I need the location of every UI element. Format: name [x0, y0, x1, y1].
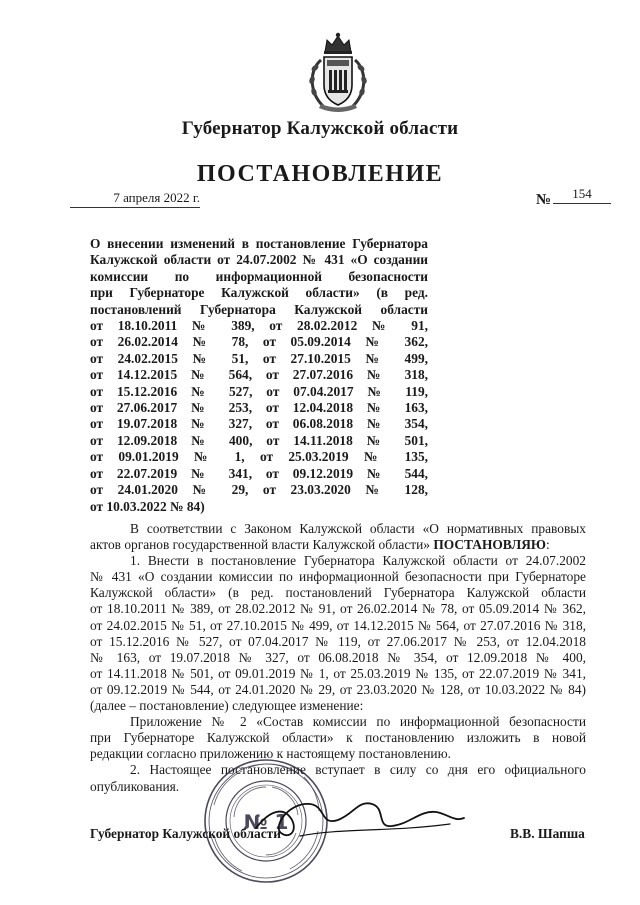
- coat-of-arms-icon: [305, 30, 371, 114]
- preamble-line: [90, 537, 586, 553]
- preamble-colon: :: [545, 537, 550, 553]
- subject-line: от 12.09.2018 № 400, от 14.11.2018 № 501,: [90, 432, 428, 448]
- authority-title: Губернатор Калужской области: [181, 118, 459, 139]
- subject-line: от 18.10.2011 № 389, от 28.02.2012 № 91,: [90, 318, 428, 334]
- subject-line: от 27.06.2017 № 253, от 12.04.2018 № 163,: [90, 400, 428, 416]
- subject-line: от 15.12.2016 № 527, от 07.04.2017 № 119,: [90, 383, 428, 399]
- item1-sub-line: редакции согласно приложению к настоящему постановлению.: [90, 746, 451, 762]
- item1-line: 1. Внести в постановление Губернатора Калужской области от 24.07.2002: [130, 553, 586, 569]
- item1-line: Калужской области» (в ред. постановлений Губернатора Калужской области: [90, 585, 586, 601]
- subject-line: при Губернаторе Калужской области» (в ред.: [90, 285, 428, 301]
- item1-sub-line: при Губернаторе Калужской области» к постановлению изложить в новой: [90, 730, 586, 746]
- resolve-keyword: ПОСТАНОВЛЯЮ: [433, 537, 546, 553]
- number-sign: №: [536, 192, 552, 208]
- subject-line: постановлений Губернатора Калужской области: [90, 301, 428, 317]
- item2-line: опубликования.: [90, 778, 180, 794]
- item1-line: от 18.10.2011 № 389, от 28.02.2012 № 91, от 26.02.2014 № 78, от 05.09.2014 № 362,: [90, 601, 586, 617]
- document-date: 7 апреля 2022 г.: [70, 190, 200, 208]
- subject-line: от 22.07.2019 № 341, от 09.12.2019 № 544,: [90, 465, 428, 481]
- document-type-heading: ПОСТАНОВЛЕНИЕ: [196, 161, 444, 187]
- item1-line: (далее – постановление) следующее изменение:: [90, 698, 364, 714]
- item1-sub-line: Приложение № 2 «Состав комиссии по информационной безопасности: [130, 714, 586, 730]
- subject-line: Калужской области от 24.07.2002 № 431 «О создании: [90, 252, 428, 268]
- subject-line: от 24.01.2020 № 29, от 23.03.2020 № 128,: [90, 482, 428, 498]
- signatory-name: В.В. Шапша: [510, 826, 585, 841]
- item1-line: от 15.12.2016 № 527, от 07.04.2017 № 119, от 27.06.2017 № 253, от 12.04.2018: [90, 633, 586, 649]
- item1-line: от 09.12.2019 № 544, от 24.01.2020 № 29, от 23.03.2020 № 128, от 10.03.2022 № 84): [90, 681, 586, 697]
- subject-line: от 14.12.2015 № 564, от 27.07.2016 № 318,: [90, 367, 428, 383]
- handwritten-signature: [250, 780, 470, 850]
- document-number: 154: [553, 186, 611, 204]
- signatory-title: Губернатор Калужской области: [90, 826, 281, 841]
- item1-line: от 14.11.2018 № 501, от 09.01.2019 № 1, от 25.03.2019 № 135, от 22.07.2019 № 341,: [90, 665, 586, 681]
- document-body: [90, 521, 586, 795]
- item1-line: № 431 «О создании комиссии по информационной безопасности при Губернаторе: [90, 569, 586, 585]
- item1-line: № 163, от 19.07.2018 № 327, от 06.08.2018 № 354, от 12.09.2018 № 400,: [90, 649, 586, 665]
- preamble-line: В соответствии с Законом Калужской области «О нормативных правовых: [130, 521, 586, 536]
- seal-number: № 1: [243, 810, 289, 834]
- subject-line: от 24.02.2015 № 51, от 27.10.2015 № 499,: [90, 350, 428, 366]
- subject-line: комиссии по информационной безопасности: [90, 268, 428, 284]
- item1-line: от 24.02.2015 № 51, от 27.10.2015 № 499, от 14.12.2015 № 564, от 27.07.2016 № 318,: [90, 617, 586, 633]
- subject-line: от 19.07.2018 № 327, от 06.08.2018 № 354,: [90, 416, 428, 432]
- item2-line: 2. Настоящее постановление вступает в силу со дня его официального: [130, 762, 586, 778]
- subject-line: от 10.03.2022 № 84): [90, 498, 205, 514]
- subject-line: от 26.02.2014 № 78, от 05.09.2014 № 362,: [90, 334, 428, 350]
- preamble-text: актов органов государственной власти Калужской области»: [90, 537, 430, 553]
- subject-line: О внесении изменений в постановление Губернатора: [90, 236, 428, 251]
- subject-line: от 09.01.2019 № 1, от 25.03.2019 № 135,: [90, 449, 428, 465]
- document-subject: [90, 236, 428, 515]
